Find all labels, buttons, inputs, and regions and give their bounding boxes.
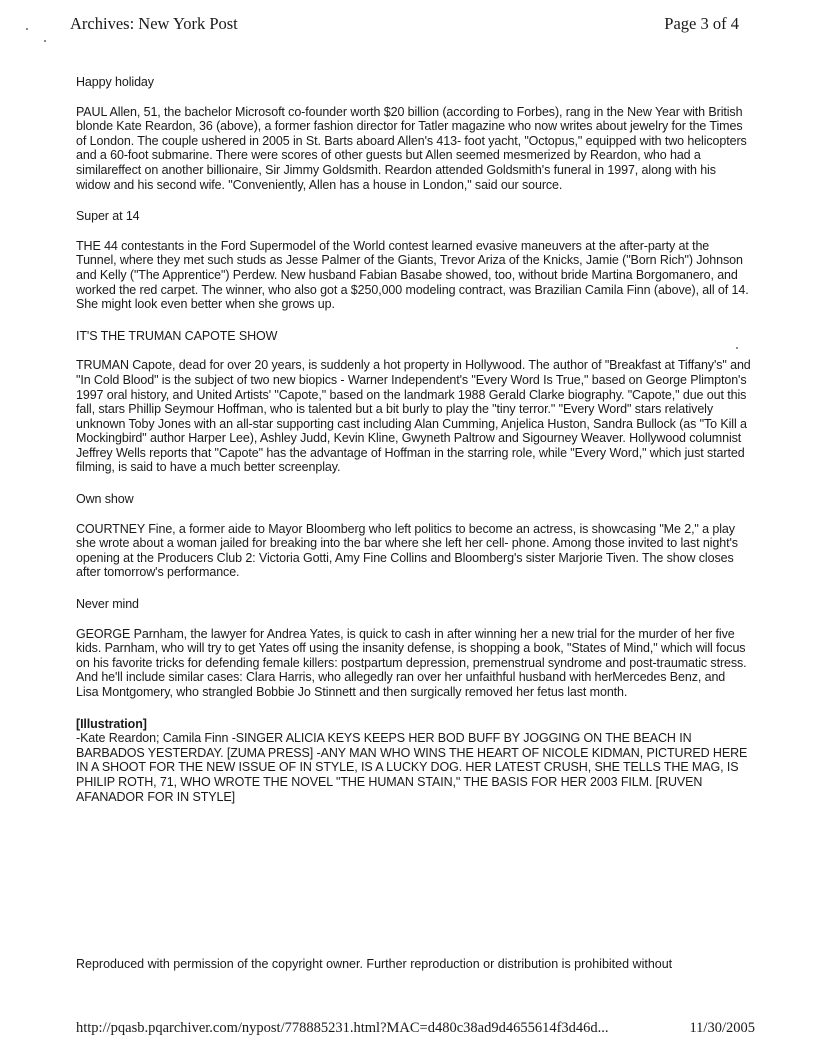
section-title: Never mind [76, 597, 139, 612]
section-own-show [76, 492, 751, 580]
section-never-mind [76, 597, 751, 700]
section-paragraph: GEORGE Parnham, the lawyer for Andrea Yates, is quick to cash in after winning her a new trial for the murder of her five kids. Parnham, who will try to get Yates off using the insanity defense, is shopping a book, "States of Mind," which will focus on his favorite tricks for defending female killers: postpartum depression, premenstrual syndrome and post-traumatic stress. And he'll include similar cases: Clara Harris, who allegedly ran over her unfaithful husband with herMercedes Benz, and Lisa Montgomery, who strangled Bobbie Jo Stinnett and then surgically removed her fetus last month. [76, 626, 747, 699]
source-url: http://pqasb.pqarchiver.com/nypost/778885231.html?MAC=d480c38ad9d4655614f3d46d... [76, 1020, 609, 1036]
section-paragraph: PAUL Allen, 51, the bachelor Microsoft co-founder worth $20 billion (according to Forbes), rang in the New Year with British blonde Kate Reardon, 36 (above), a former fashion director for Tatler magazine who now writes about jewelry for the Times of London. The couple ushered in 2005 in St. Barts aboard Allen's 413- foot yacht, "Octopus," equipped with two helicopters and a 60-foot submarine. There were scores of other guests but Allen seemed mesmerized by Reardon, who had a similareffect on another billionaire, Sir Jimmy Goldsmith. Reardon attended Goldsmith's funeral in 1997, along with his widow and his second wife. "Conveniently, Allen has a house in London," said our source. [76, 104, 747, 192]
section-paragraph: THE 44 contestants in the Ford Supermodel of the World contest learned evasive maneuvers at the after-party at the Tunnel, where they met such studs as Jesse Palmer of the Giants, Trevor Ariza of the Knicks, Jamie ("Born Rich") Johnson and Kelly ("The Apprentice") Perdew. New husband Fabian Basabe showed, too, without bride Martina Borgomanero, and worked the red carpet. The winner, who also got a $250,000 modeling contract, was Brazilian Camila Finn (above), all of 14. She might look even better when she grows up. [76, 238, 749, 312]
print-date: 11/30/2005 [689, 1020, 755, 1036]
section-title: Happy holiday [76, 75, 154, 89]
section-happy-holiday [76, 75, 751, 192]
section-title: Own show [76, 492, 134, 507]
section-title: IT'S THE TRUMAN CAPOTE SHOW [76, 328, 278, 343]
scan-speck [44, 40, 46, 42]
illustration-caption-block [76, 717, 751, 805]
illustration-heading: [Illustration] [76, 716, 147, 731]
scan-speck [26, 28, 28, 30]
page-indicator: Page 3 of 4 [664, 14, 739, 33]
section-paragraph: COURTNEY Fine, a former aide to Mayor Bloomberg who left politics to become an actress, is showcasing "Me 2," a play she wrote about a woman jailed for breaking into the bar where she left her cell- phone. Among those invited to last night's opening at the Producers Club 2: Victoria Gotti, Amy Fine Collins and Bloomberg's sister Marjorie Tiven. The show closes after tomorrow's performance. [76, 521, 738, 580]
header-source: Archives: New York Post [70, 14, 238, 33]
section-title: Super at 14 [76, 209, 140, 224]
article-body [76, 75, 751, 804]
section-super-at-14 [76, 209, 751, 312]
section-paragraph: TRUMAN Capote, dead for over 20 years, is suddenly a hot property in Hollywood. The author of "Breakfast at Tiffany's" and "In Cold Blood" is the subject of two new biopics - Warner Independent's "Every Word Is True," based on George Plimpton's 1997 oral history, and United Artists' "Capote," based on the landmark 1988 Gerald Clarke biography. "Capote," due out this fall, stars Phillip Seymour Hoffman, who is talented but a bit burly to play the "tiny terror." "Every Word" stars relatively unknown Toby Jones with an all-star supporting cast including Alan Cumming, Anjelica Huston, Sandra Bullock (as "To Kill a Mockingbird" author Harper Lee), Ashley Judd, Kevin Kline, Gwyneth Paltrow and Sigourney Weaver. Hollywood columnist Jeffrey Wells reports that "Capote" has the advantage of Hoffman in the starring role, while "Every Word," which just started filming, is said to have a much better screenplay. [76, 358, 751, 475]
copyright-notice: Reproduced with permission of the copyright owner. Further reproduction or distribution is prohibited without [76, 957, 673, 971]
section-truman-capote [76, 329, 751, 475]
illustration-caption: -Kate Reardon; Camila Finn -SINGER ALICIA KEYS KEEPS HER BOD BUFF BY JOGGING ON THE BEACH IN BARBADOS YESTERDAY. [ZUMA PRESS] -ANY MAN WHO WINS THE HEART OF NICOLE KIDMAN, PICTURED HERE IN A SHOOT FOR THE NEW ISSUE OF IN STYLE, IS A LUCKY DOG. HER LATEST CRUSH, SHE TELLS THE MAG, IS PHILIP ROTH, 71, WHO WROTE THE NOVEL "THE HUMAN STAIN," THE BASIS FOR HER 2003 FILM. [RUVEN AFANADOR FOR IN STYLE] [76, 731, 748, 804]
